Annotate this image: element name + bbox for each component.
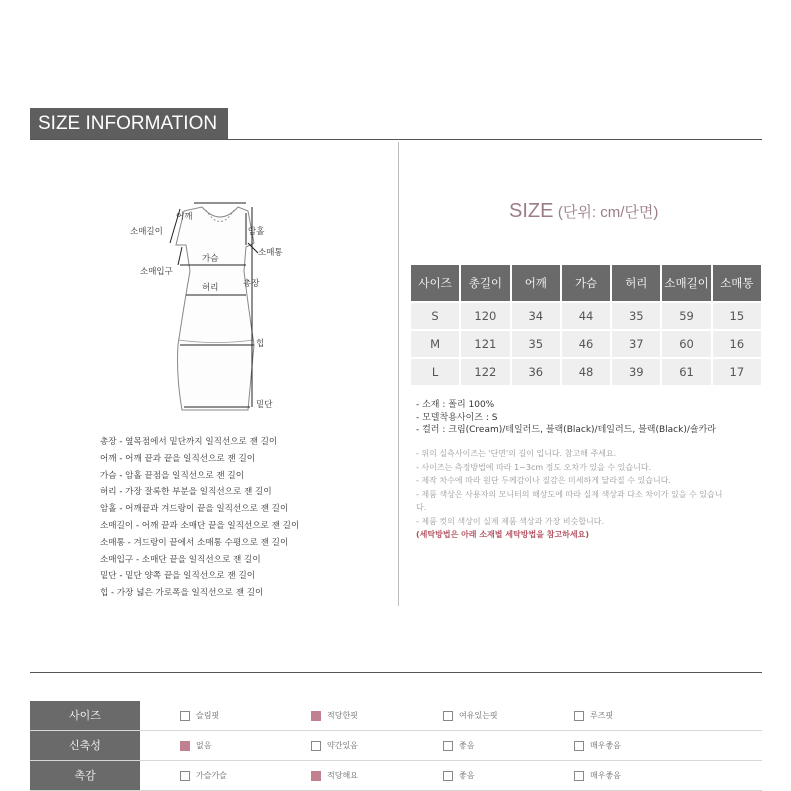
fit-row-label: 촉감	[30, 761, 140, 790]
fit-option[interactable]	[574, 740, 621, 751]
fit-option-label: 좋음	[459, 741, 475, 750]
measurement-item: 허리 - 가장 잘록한 부분을 일직선으로 잰 길이	[100, 487, 272, 498]
section-title: SIZE INFORMATION	[30, 108, 228, 140]
col-header: 어깨	[511, 265, 561, 302]
checkbox[interactable]	[311, 741, 321, 751]
label-total-length: 총장	[243, 279, 260, 289]
table-cell: 60	[661, 330, 711, 358]
fit-option[interactable]	[180, 710, 219, 721]
caution-note: - 제작 차수에 따라 원단 두께감이나 질감은 미세하게 달라질 수 있습니다.	[416, 476, 671, 485]
checkbox[interactable]	[574, 771, 584, 781]
fit-option[interactable]	[574, 710, 613, 721]
fit-row-stretch	[30, 731, 762, 761]
fit-row-size	[30, 701, 762, 731]
table-cell: 37	[611, 330, 661, 358]
fit-option-label: 슬림핏	[196, 711, 220, 720]
col-header: 총길이	[460, 265, 511, 302]
table-cell: 120	[460, 302, 511, 330]
table-cell: 36	[511, 358, 561, 385]
table-cell: 59	[661, 302, 711, 330]
checkbox-checked[interactable]	[311, 711, 321, 721]
fit-option-label: 매우좋음	[590, 771, 621, 780]
checkbox[interactable]	[443, 771, 453, 781]
caution-note: - 위의 실측사이즈는 '단면'의 길이 입니다. 참고해 주세요.	[416, 449, 617, 458]
caution-notes	[416, 447, 761, 542]
fit-row-touch	[30, 761, 762, 791]
label-cuff: 소매입구	[140, 267, 173, 277]
size-heading-main: SIZE	[509, 200, 554, 222]
label-armhole: 암홀	[248, 227, 265, 237]
label-sleeve-length: 소매길이	[130, 227, 163, 237]
caution-note: - 사이즈는 측정방법에 따라 1~3cm 정도 오차가 있을 수 있습니다.	[416, 462, 652, 472]
checkbox[interactable]	[443, 711, 453, 721]
measurement-item: 어깨 - 어깨 끝과 끝을 일직선으로 잰 길이	[100, 453, 256, 464]
table-cell: 15	[712, 302, 762, 330]
measurement-item: 소매길이 - 어깨 끝과 소매단 끝을 일직선으로 잰 길이	[100, 520, 300, 531]
table-cell: S	[411, 302, 460, 330]
fit-option[interactable]	[180, 770, 227, 781]
table-cell: 39	[611, 358, 661, 385]
product-note: - 모델착용사이즈 : S	[416, 412, 498, 423]
label-shoulder: 어깨	[176, 212, 193, 222]
table-cell: 35	[611, 302, 661, 330]
fit-row-label: 사이즈	[30, 701, 140, 730]
fit-option-label: 여유있는핏	[459, 711, 498, 720]
measurement-item: 소매통 - 겨드랑이 끝에서 소매통 수평으로 잰 길이	[100, 537, 289, 548]
table-row	[411, 358, 762, 385]
checkbox-checked[interactable]	[180, 741, 190, 751]
label-waist: 허리	[202, 283, 219, 293]
fit-option-label: 좋음	[459, 771, 475, 780]
cuff-line	[178, 247, 182, 265]
table-cell: 34	[511, 302, 561, 330]
table-cell: 35	[511, 330, 561, 358]
size-table	[411, 265, 763, 385]
size-table-wrapper	[411, 265, 763, 395]
divider	[30, 672, 762, 673]
caution-note: - 제품 색상은 사용자의 모니터의 해상도에 따라 실제 색상과 다소 차이가 있을 수 있습니	[416, 489, 723, 499]
measurement-definitions	[100, 434, 299, 602]
measurement-item: 소매입구 - 소매단 끝을 일직선으로 잰 길이	[100, 554, 261, 565]
table-cell: 17	[712, 358, 762, 385]
table-row	[411, 302, 762, 330]
divider	[30, 139, 762, 140]
label-hip: 힙	[256, 339, 265, 349]
fit-option-label: 없음	[196, 741, 212, 750]
label-hem: 밑단	[256, 400, 273, 410]
table-cell: 16	[712, 330, 762, 358]
fit-option[interactable]	[180, 740, 211, 751]
product-notes	[416, 399, 716, 437]
size-heading-unit: (단위: cm/단면)	[557, 204, 659, 221]
checkbox[interactable]	[180, 771, 190, 781]
col-header: 사이즈	[411, 265, 460, 302]
checkbox-checked[interactable]	[311, 771, 321, 781]
measurement-item: 밑단 - 밑단 양쪽 끝을 일직선으로 잰 길이	[100, 571, 256, 582]
caution-warning: (세탁방법은 아래 소재별 세탁방법을 참고하세요)	[416, 530, 590, 539]
fit-option-label: 가슬가슬	[196, 771, 227, 780]
fit-option[interactable]	[443, 770, 474, 781]
checkbox[interactable]	[180, 711, 190, 721]
product-note: - 소재 : 폴리 100%	[416, 400, 495, 410]
checkbox[interactable]	[574, 711, 584, 721]
table-row	[411, 330, 762, 358]
fit-option[interactable]	[311, 740, 358, 751]
caution-note: 다.	[416, 503, 427, 512]
fit-option-label: 루즈핏	[590, 711, 614, 720]
measurement-item: 가슴 - 암홀 끝점을 일직선으로 잰 길이	[100, 470, 245, 481]
table-cell: 48	[561, 358, 611, 385]
sleeve-width-line	[248, 243, 258, 253]
fit-option[interactable]	[443, 710, 498, 721]
fit-option-label: 적당해요	[327, 771, 358, 780]
size-heading	[509, 200, 658, 223]
label-chest: 가슴	[202, 254, 219, 264]
fit-option-label: 약간있음	[327, 741, 358, 750]
measurement-item: 암홀 - 어깨끝과 겨드랑이 끝을 일직선으로 잰 길이	[100, 504, 289, 515]
table-cell: 122	[460, 358, 511, 385]
table-cell: L	[411, 358, 460, 385]
fit-option[interactable]	[574, 770, 621, 781]
measurement-item: 총장 - 옆목점에서 밑단까지 일직선으로 잰 길이	[100, 437, 278, 447]
fit-option[interactable]	[311, 770, 358, 781]
caution-note: - 제품 컷의 색상이 실제 제품 색상과 가장 비슷합니다.	[416, 516, 605, 526]
col-header: 소매통	[712, 265, 762, 302]
table-cell: 46	[561, 330, 611, 358]
col-header: 허리	[611, 265, 661, 302]
measurement-item: 힙 - 가장 넓은 가로폭을 일직선으로 잰 길이	[100, 588, 264, 599]
fit-row-label: 신축성	[30, 731, 140, 760]
table-cell: 121	[460, 330, 511, 358]
table-cell: 44	[561, 302, 611, 330]
checkbox[interactable]	[574, 741, 584, 751]
table-cell: 61	[661, 358, 711, 385]
col-header: 소매길이	[661, 265, 711, 302]
fit-option-label: 적당한핏	[327, 711, 358, 720]
checkbox[interactable]	[443, 741, 453, 751]
fit-option[interactable]	[443, 740, 474, 751]
fit-option[interactable]	[311, 710, 358, 721]
product-note: - 컬러 : 크림(Cream)/테일러드, 블랙(Black)/테일러드, 블랙(Black)/숄카라	[416, 425, 716, 435]
col-header: 가슴	[561, 265, 611, 302]
table-cell: M	[411, 330, 460, 358]
fit-option-label: 매우좋음	[590, 741, 621, 750]
vertical-divider	[398, 142, 399, 606]
label-sleeve-width: 소매통	[258, 248, 283, 258]
